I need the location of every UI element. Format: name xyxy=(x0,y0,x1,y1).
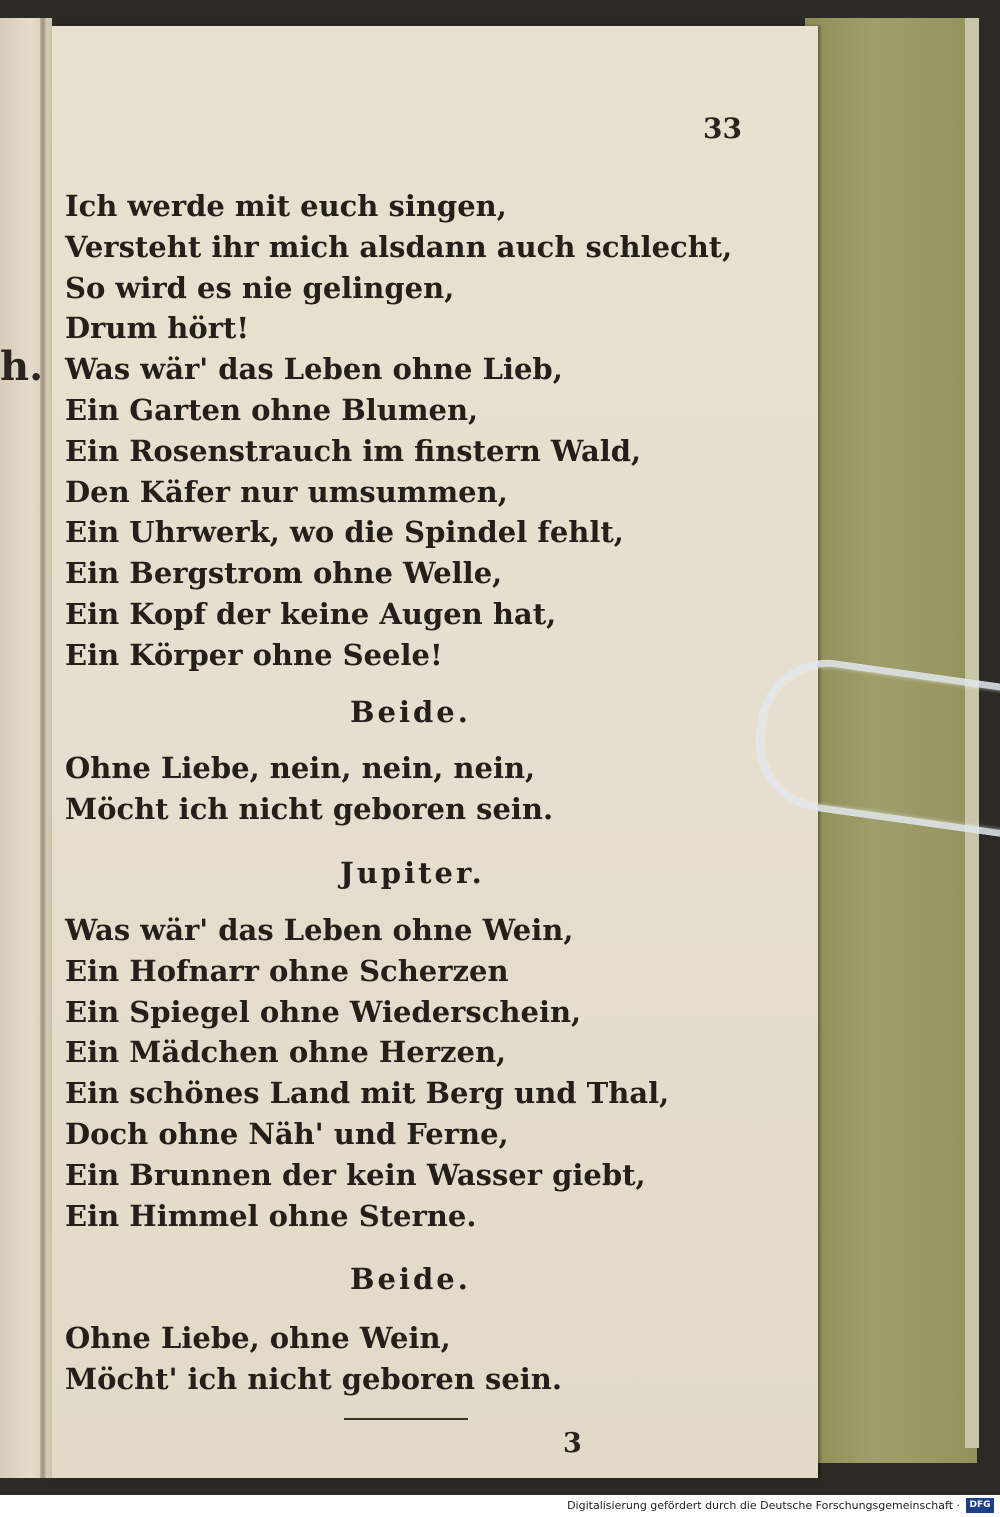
refrain-2 xyxy=(65,1318,562,1400)
verse-line: Ein Himmel ohne Sterne. xyxy=(65,1198,477,1233)
verse-line: Ein Brunnen der kein Wasser giebt, xyxy=(65,1157,646,1192)
closing-rule xyxy=(344,1418,468,1420)
verse-line: Ein Rosenstrauch im finstern Wald, xyxy=(65,433,642,468)
signature-mark: 3 xyxy=(563,1428,582,1459)
verse-line: Was wär' das Leben ohne Lieb, xyxy=(65,352,563,387)
stanza-2 xyxy=(65,910,669,1236)
verse-line: Den Käfer nur umsummen, xyxy=(65,474,508,509)
funding-credit: Digitalisierung gefördert durch die Deutsche Forschungsgemeinschaft · xyxy=(567,1499,960,1512)
verse-line: Ich werde mit euch singen, xyxy=(65,189,507,223)
stanza-1 xyxy=(65,186,732,676)
speaker-heading: Jupiter. xyxy=(340,856,485,890)
page-fold xyxy=(40,18,46,1478)
refrain-1 xyxy=(65,748,553,830)
verse-line: Doch ohne Näh' und Ferne, xyxy=(65,1116,509,1151)
speaker-heading: Beide. xyxy=(350,1262,471,1296)
verse-line: Möcht' ich nicht geboren sein. xyxy=(65,1361,562,1396)
verse-line: Ein Hofnarr ohne Scherzen xyxy=(65,953,509,988)
verse-line: Ohne Liebe, ohne Wein, xyxy=(65,1321,451,1355)
verse-line: Ein Kopf der keine Augen hat, xyxy=(65,596,557,631)
left-page-fragment: h. xyxy=(0,343,44,390)
verse-line: Ein Uhrwerk, wo die Spindel fehlt, xyxy=(65,515,624,550)
left-page-edge xyxy=(0,18,52,1478)
verse-line: Drum hört! xyxy=(65,311,250,346)
verse-line: Was wär' das Leben ohne Wein, xyxy=(65,913,574,947)
verse-line: Ein Körper ohne Seele! xyxy=(65,637,443,672)
verse-line: Ein Spiegel ohne Wiederschein, xyxy=(65,994,582,1029)
verse-line: So wird es nie gelingen, xyxy=(65,270,455,305)
verse-line: Ein Mädchen ohne Herzen, xyxy=(65,1035,507,1070)
dfg-logo-icon: DFG xyxy=(966,1498,994,1513)
verse-line: Ein Bergstrom ohne Welle, xyxy=(65,556,503,591)
page-number: 33 xyxy=(703,112,742,145)
speaker-heading: Beide. xyxy=(350,695,471,729)
verse-line: Versteht ihr mich alsdann auch schlecht, xyxy=(65,229,733,264)
verse-line: Möcht ich nicht geboren sein. xyxy=(65,791,554,826)
verse-line: Ein Garten ohne Blumen, xyxy=(65,392,479,427)
footer-bar xyxy=(0,1495,1000,1517)
verse-line: Ohne Liebe, nein, nein, nein, xyxy=(65,751,536,785)
verse-line: Ein schönes Land mit Berg und Thal, xyxy=(65,1076,670,1111)
